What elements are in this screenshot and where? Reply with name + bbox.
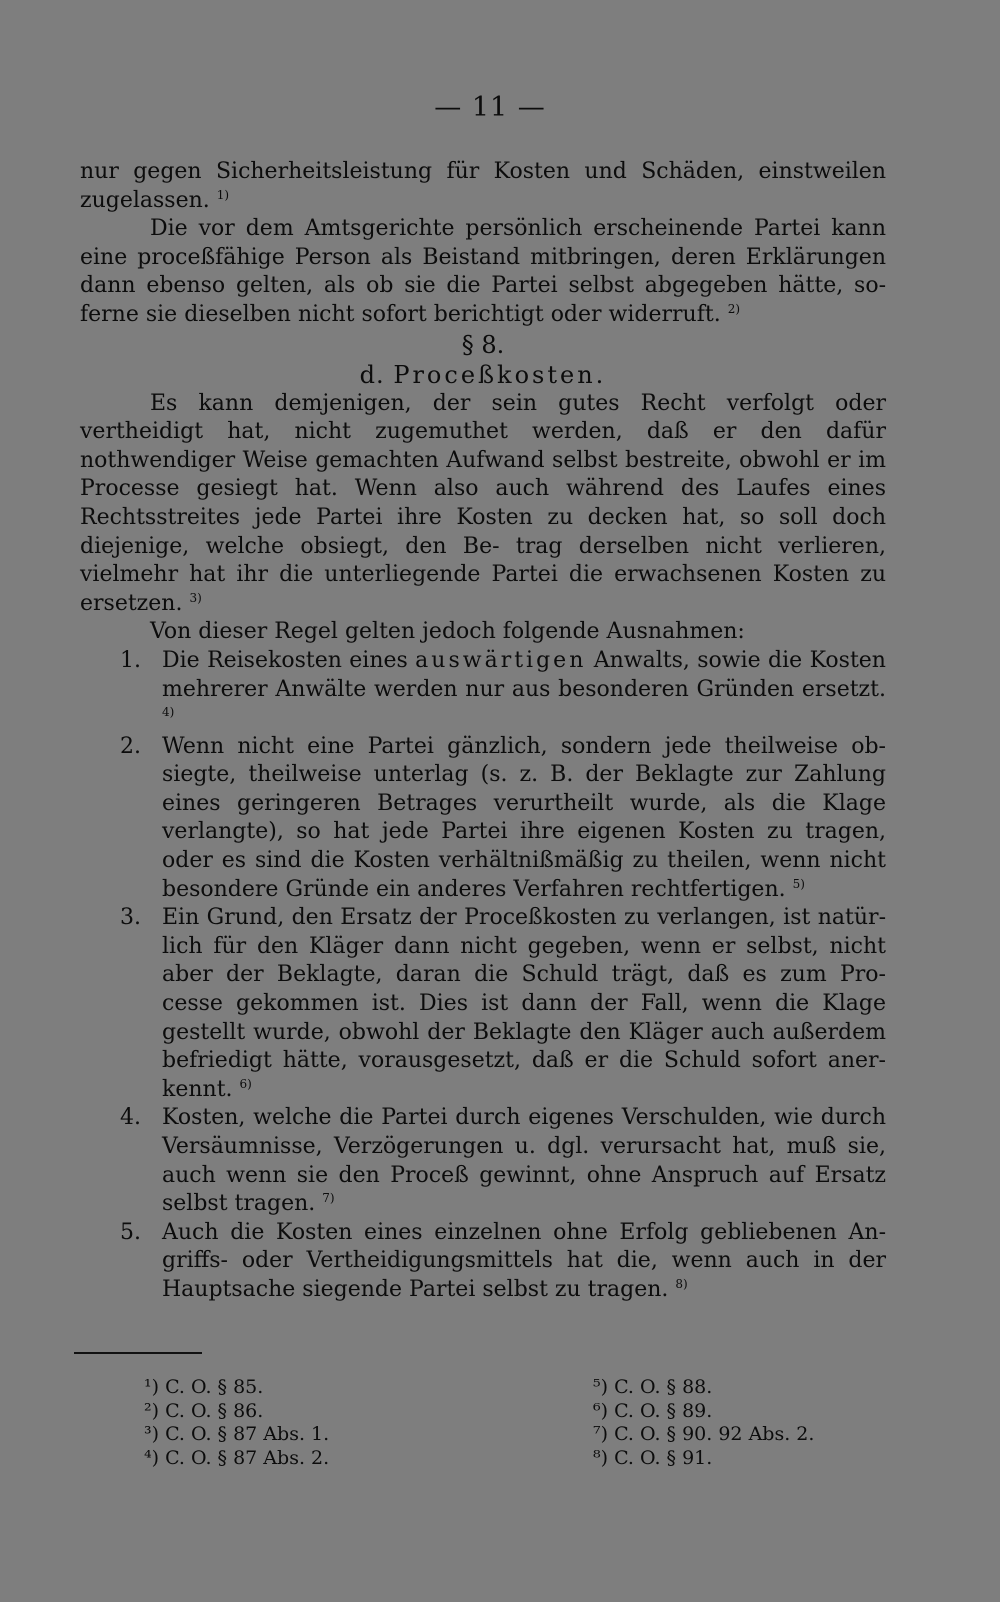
footnote: ⁶) C. O. § 89. (593, 1399, 713, 1422)
section-heading (80, 360, 886, 390)
paragraph-text: nur gegen Sicherheitsleistung für Kosten und Schäden, einstweilen zugelassen. (80, 159, 886, 213)
footnote: ⁴) C. O. § 87 Abs. 2. (144, 1446, 330, 1469)
item-number: 1. (120, 647, 141, 673)
item-number: 5. (120, 1219, 141, 1245)
item-text-pre: Die Reisekosten eines (162, 647, 408, 673)
item-text: Wenn nicht eine Partei gänzlich, sondern jede theilweise ob- siegte, theilweise unterlag (s. z. B. der Beklagte zur Zahlung eines geringeren Betrages verurtheilt wurde, als die Klage verlangte), so hat jede Partei ihre eigenen Kosten zu tragen, oder es sind die Kosten verhältnißmäßig zu theilen, wenn nicht besondere Gründe ein anderes Verfahren rechtfertigen. (162, 733, 886, 902)
footnote-divider (74, 1352, 202, 1354)
footnote: ²) C. O. § 86. (144, 1399, 264, 1422)
list-item (80, 647, 886, 733)
footnotes-right (593, 1376, 814, 1470)
footnote: ⁷) C. O. § 90. 92 Abs. 2. (593, 1423, 815, 1445)
section-number: § 8. (461, 330, 505, 359)
footnote-ref: 3) (189, 590, 202, 605)
body-text (80, 158, 886, 1305)
paragraph-text: Es kann demjenigen, der sein gutes Recht verfolgt oder vertheidigt hat, nicht zugemuthet werden, daß er den dafür nothwendiger Weise gemachten Aufwand selbst bestreite, obwohl er im Processe gesiegt hat. Wenn also auch während des Laufes eines Rechtsstreites jede Partei ihre Kosten zu decken hat, so soll doch diejenige, welche obsiegt, den Be- trag derselben nicht verlieren, vielmehr hat ihr die unterliegende Partei die erwachsenen Kosten zu ersetzen. (80, 390, 886, 616)
exceptions-list (80, 647, 886, 1305)
list-item (80, 733, 886, 905)
footnotes-left (144, 1376, 329, 1470)
page-number: — 11 — (434, 92, 546, 123)
footnote-ref: 8) (675, 1276, 688, 1291)
item-number: 3. (120, 905, 141, 931)
item-text: Ein Grund, den Ersatz der Proceßkosten zu verlangen, ist natür- lich für den Kläger dann nicht gegeben, wenn er selbst, nicht aber der Beklagte, daran die Schuld trägt, daß es zum Pro- cesse gekommen ist. Dies ist dann der Fall, wenn die Klage gestellt wurde, obwohl der Beklagte den Kläger auch außerdem befriedigt hätte, vorausgesetzt, daß er die Schuld sofort aner- kennt. (162, 905, 886, 1102)
paragraph-continuation (80, 158, 886, 215)
paragraph-beistand (80, 215, 886, 329)
footnote-ref: 4) (162, 705, 175, 720)
item-text: Anwalts, sowie die Kosten mehrerer Anwälte werden nur aus besonderen Gründen ersetzt. (162, 647, 886, 702)
list-item (80, 1104, 886, 1218)
footnote-ref: 1) (216, 187, 230, 202)
footnote: ⁵) C. O. § 88. (593, 1376, 713, 1398)
footnote-ref: 5) (792, 876, 805, 891)
paragraph-kosten (80, 390, 886, 619)
item-number: 4. (120, 1105, 141, 1131)
section-heading-title: Proceßkosten. (393, 360, 607, 389)
item-number: 2. (120, 733, 141, 759)
footnote-ref: 7) (322, 1191, 335, 1206)
list-item (80, 1219, 886, 1305)
item-text: Auch die Kosten eines einzelnen ohne Erfolg gebliebenen An- griffs- oder Vertheidigungsmittels hat die, wenn auch in der Hauptsache siegende Partei selbst zu tragen. (162, 1219, 886, 1302)
footnote: ¹) C. O. § 85. (144, 1376, 264, 1398)
list-item (80, 904, 886, 1104)
footnote: ³) C. O. § 87 Abs. 1. (144, 1423, 330, 1445)
item-emphasis: auswärtigen (415, 647, 587, 673)
footnote-ref: 2) (727, 301, 741, 316)
footnote-ref: 6) (239, 1076, 252, 1091)
footnote: ⁸) C. O. § 91. (593, 1446, 713, 1469)
section-heading-prefix: d. (359, 360, 385, 389)
paragraph-ausnahmen: Von dieser Regel gelten jedoch folgende Ausnahmen: (150, 619, 745, 645)
item-text: Kosten, welche die Partei durch eigenes Verschulden, wie durch Versäumnisse, Verzögerungen u. dgl. verursacht hat, muß sie, auch wenn sie den Proceß gewinnt, ohne Anspruch auf Ersatz selbst tragen. (162, 1105, 886, 1217)
paragraph-text: Die vor dem Amtsgerichte persönlich erscheinende Partei kann eine proceßfähige Person als Beistand mitbringen, deren Erklärungen dann ebenso gelten, als ob sie die Partei selbst abgegeben hätte, so- ferne sie dieselben nicht sofort berichtigt oder widerruft. (80, 216, 886, 327)
